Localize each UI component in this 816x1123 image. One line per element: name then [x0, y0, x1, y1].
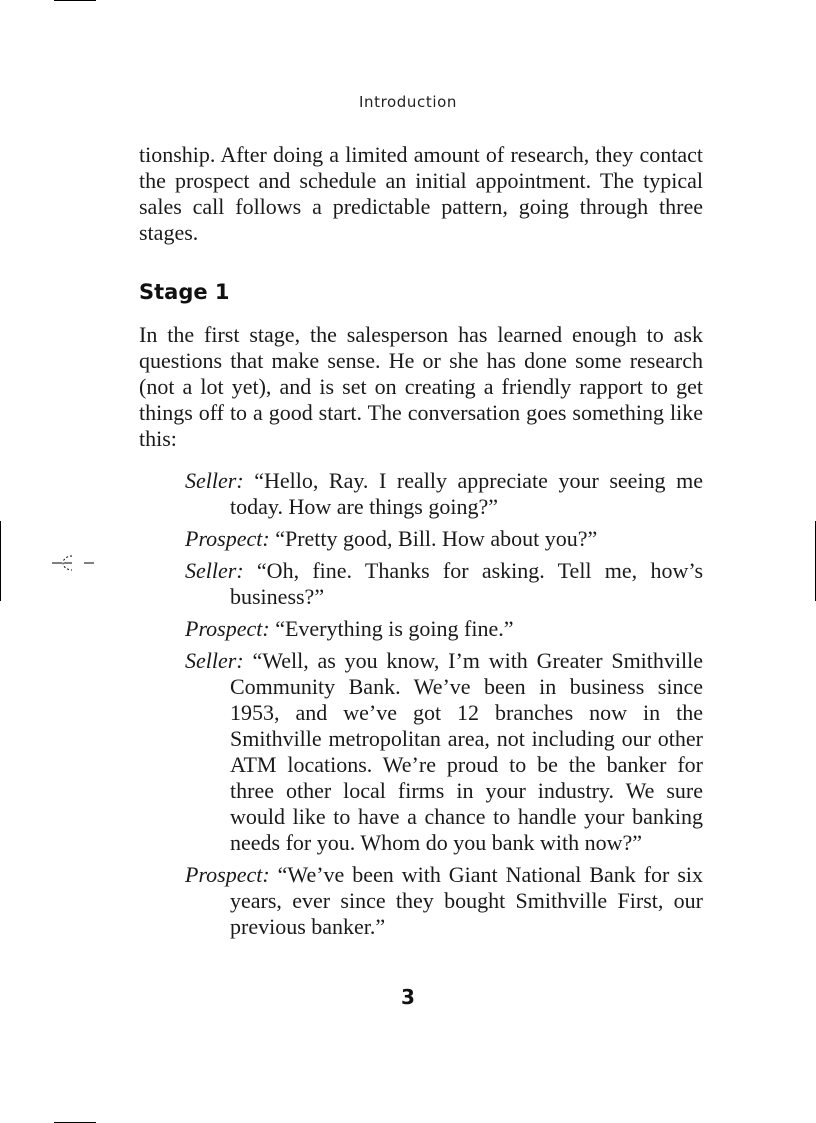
speaker-label: Prospect: — [185, 526, 270, 551]
dialogue-turn — [139, 616, 703, 642]
dialogue — [139, 468, 703, 940]
dialogue-turn — [139, 648, 703, 856]
speaker-label: Prospect: — [185, 616, 270, 641]
dialogue-text: “We’ve been with Giant National Bank for six years, ever since they bought Smithville First, our previous banker.” — [230, 862, 703, 939]
dialogue-text: “Everything is going fine.” — [275, 616, 514, 641]
dialogue-turn — [139, 468, 703, 520]
opening-paragraph: tionship. After doing a limited amount of research, they contact the prospect and schedule an initial appointment. The typical sales call follows a predictable pattern, going through three stages. — [139, 142, 703, 245]
page-number: 3 — [401, 985, 415, 1009]
dialogue-text: “Hello, Ray. I really appreciate your seeing me today. How are things going?” — [230, 468, 703, 519]
dialogue-turn — [139, 558, 703, 610]
registration-mark-icon — [50, 550, 100, 576]
speaker-label: Seller: — [185, 648, 244, 673]
intro-paragraph: In the first stage, the salesperson has learned enough to ask questions that make sense. He or she has done some research (not a lot yet), and is set on creating a friendly rapport to get things off to a good start. The conversation goes something like this: — [139, 322, 703, 451]
speaker-label: Seller: — [185, 468, 244, 493]
dialogue-text: “Oh, fine. Thanks for asking. Tell me, how’s business?” — [230, 558, 703, 609]
section-heading: Stage 1 — [139, 280, 230, 304]
dialogue-text: “Pretty good, Bill. How about you?” — [275, 526, 598, 551]
running-head: Introduction — [358, 93, 458, 111]
dialogue-turn — [139, 526, 703, 552]
dialogue-text: “Well, as you know, I’m with Greater Smithville Community Bank. We’ve been in business since 1953, and we’ve got 12 branches now in the Smithville metropolitan area, not including our other ATM locations. We’re proud to be the banker for three other local firms in your industry. We sure would like to have a chance to handle your banking needs for you. Whom do you bank with now?” — [230, 648, 704, 855]
speaker-label: Prospect: — [185, 862, 270, 887]
dialogue-turn — [139, 862, 703, 940]
page-body — [139, 142, 703, 940]
speaker-label: Seller: — [185, 558, 244, 583]
crop-mark-left — [0, 521, 1, 601]
crop-mark-top — [54, 0, 96, 1]
